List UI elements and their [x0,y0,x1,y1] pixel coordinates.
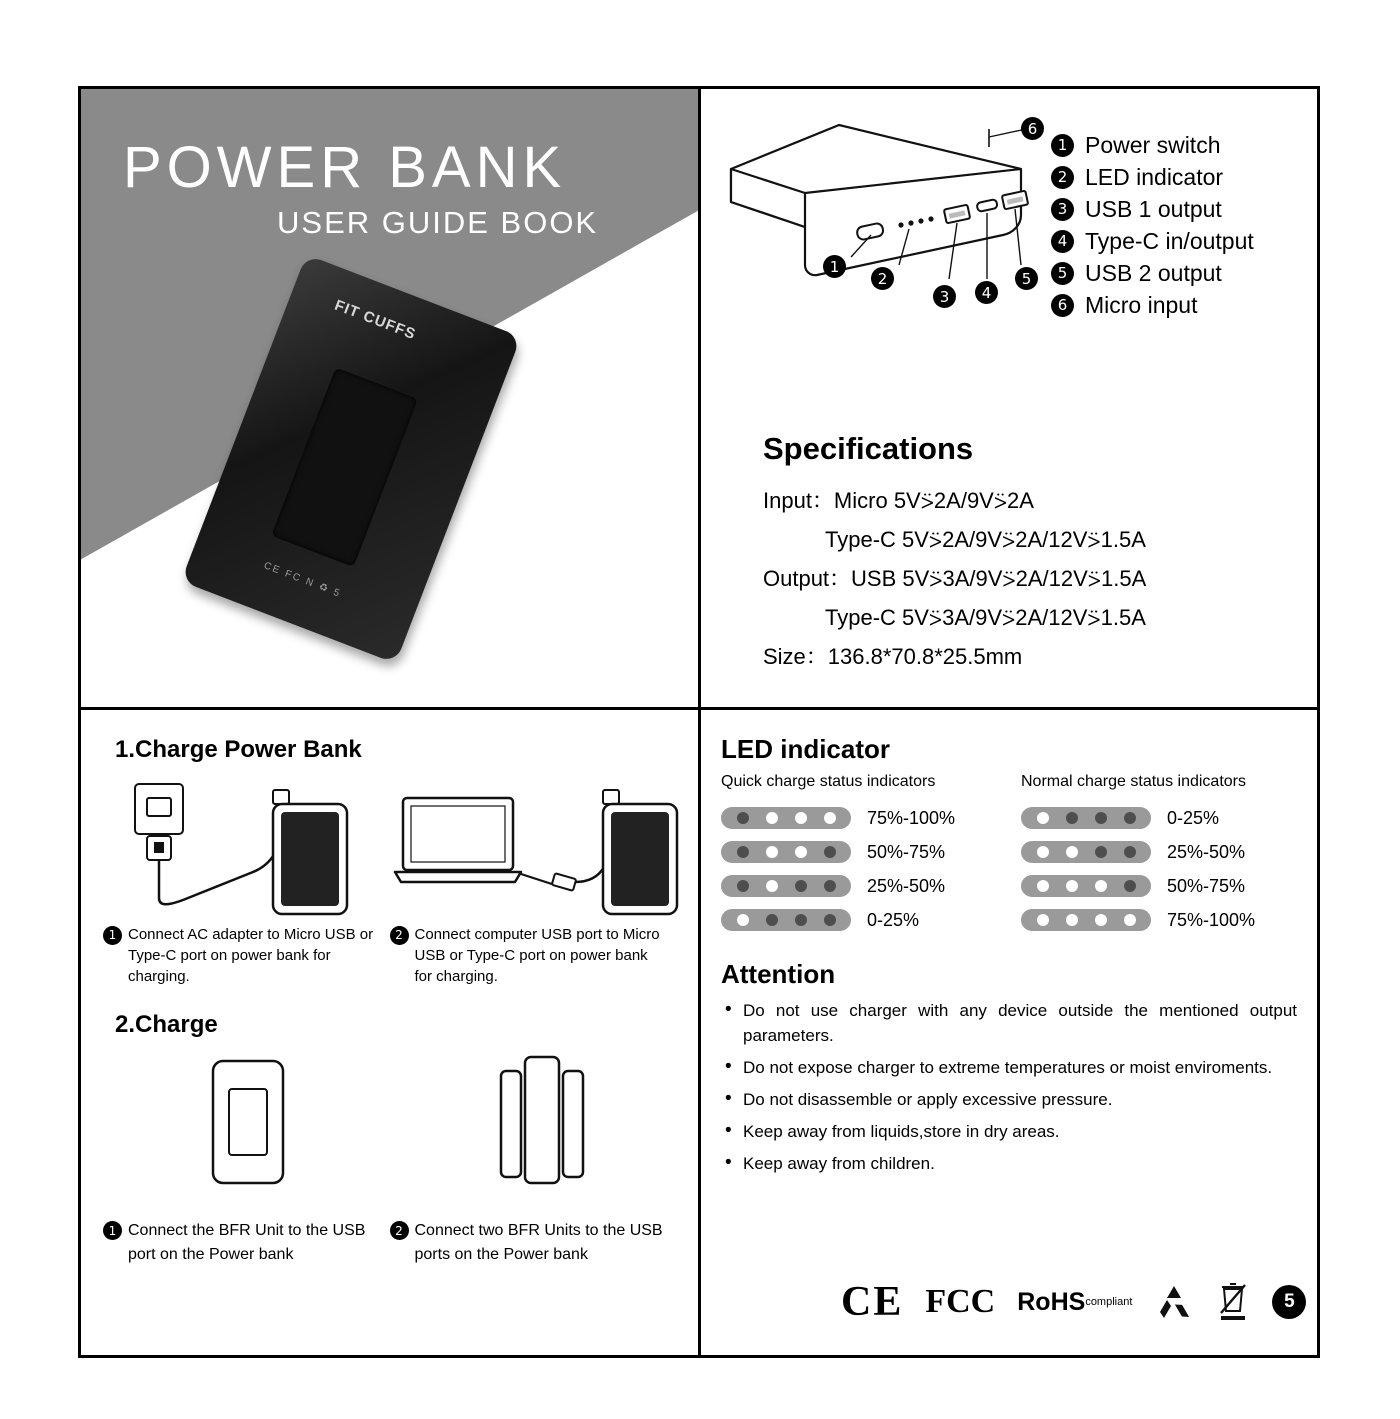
led-status-label: 25%-50% [867,875,946,896]
led-dot [1066,914,1078,926]
bottom-section [81,710,1317,1355]
weee-bin-icon [1216,1279,1250,1325]
top-section [81,89,1317,710]
marker-2: 2 [871,267,894,290]
callout-label: Micro input [1085,291,1198,318]
charge-heading: 2.Charge [115,1011,218,1038]
led-dot [766,880,778,892]
led-dot [1037,880,1049,892]
led-dot [824,914,836,926]
led-dot [1124,812,1136,824]
charge-captions [103,1219,676,1267]
illustration-computer-usb [393,768,693,918]
wall-adapter-diagram [103,768,393,918]
five-year-icon [1272,1279,1306,1325]
led-column-title: Normal charge status indicators [1021,773,1246,790]
callout-item-1 [1051,129,1301,161]
single-bfr-unit-diagram [103,1043,393,1213]
led-status-label: 75%-100% [1167,909,1256,930]
led-dot [1066,846,1078,858]
attention-list [721,998,1297,1176]
led-status-label: 75%-100% [867,807,956,828]
attention-item: • Do not use charger with any device outside the mentioned output parameters. [721,998,1297,1048]
callout-number-icon: 2 [1051,166,1074,189]
attention-heading: Attention [721,959,836,989]
callout-label: LED indicator [1085,163,1224,190]
led-status-row [721,903,997,937]
marker-3: 3 [933,285,956,308]
marker-5: 5 [1015,267,1038,290]
specifications-heading: Specifications [763,431,974,466]
fcc-mark-icon [925,1279,995,1325]
caption-number-icon: 1 [103,1221,122,1240]
fcc-label: FCC [925,1283,996,1320]
callout-label: Power switch [1085,131,1221,158]
illustration-two-bfr-units [393,1043,693,1213]
caption-item [390,924,677,987]
marker-1: 1 [823,255,846,278]
spec-line: Type-C 5V⍩2A/9V⍩2A/12V⍩1.5A [825,527,1146,552]
led-dot [766,812,778,824]
led-pill-icon [1021,909,1151,931]
cover-panel [81,89,701,707]
page-title: POWER BANK [123,135,567,200]
led-dot [737,846,749,858]
led-dot [1037,846,1049,858]
callout-label: Type-C in/output [1085,227,1254,254]
led-pill-icon [1021,841,1151,863]
led-dot [737,914,749,926]
led-indicator-tables [721,773,1297,937]
spec-line: Output：USB 5V⍩3A/9V⍩2A/12V⍩1.5A [763,566,1147,591]
caption-number-icon: 1 [103,926,122,945]
recycle-arrows-icon [1154,1282,1194,1322]
led-dot [1095,812,1107,824]
led-status-row [1021,801,1297,835]
caption-item [103,924,390,987]
led-dot [824,812,836,824]
attention-item: • Keep away from liquids,store in dry areas. [721,1119,1297,1144]
user-guide-page [78,86,1320,1358]
led-dot [1124,914,1136,926]
led-dot [795,880,807,892]
certification-marks [841,1279,1306,1325]
callout-item-3 [1051,193,1301,225]
led-status-label: 0-25% [1167,807,1220,828]
attention-item: • Do not disassemble or apply excessive pressure. [721,1087,1297,1112]
attention-item: • Do not expose charger to extreme temperatures or moist enviroments. [721,1055,1297,1080]
caption-number-icon: 2 [390,1221,409,1240]
spec-line: Type-C 5V⍩3A/9V⍩2A/12V⍩1.5A [825,605,1146,630]
led-dot [824,846,836,858]
led-pill-icon [721,909,851,931]
led-status-label: 50%-75% [867,841,946,862]
led-status-row [1021,869,1297,903]
led-column-quick-charge [721,773,997,937]
double-bfr-unit-diagram [393,1043,693,1213]
spec-line: Size：136.8*70.8*25.5mm [763,644,1023,669]
page-subtitle: USER GUIDE BOOK [277,205,599,240]
caption-item [103,1219,390,1267]
led-dot [1124,880,1136,892]
power-bank-photo [236,284,556,674]
led-status-row [1021,835,1297,869]
charge-power-bank-captions [103,924,676,987]
led-status-label: 25%-50% [1167,841,1246,862]
led-attention-panel [701,710,1317,1355]
led-dot [1095,914,1107,926]
callout-number-icon: 1 [1051,134,1074,157]
led-dot [1095,846,1107,858]
led-dot [766,846,778,858]
led-dot [1066,812,1078,824]
led-pill-icon [1021,807,1151,829]
five-year-label: 5 [1272,1285,1306,1319]
marker-4: 4 [975,281,998,304]
led-dot [1124,846,1136,858]
recycle-icon [1154,1279,1194,1325]
callout-list [1051,129,1301,321]
callout-number-icon: 6 [1051,294,1074,317]
led-status-row [1021,903,1297,937]
callout-label: USB 1 output [1085,195,1222,222]
caption-text: Connect the BFR Unit to the USB port on the Power bank [128,1222,366,1263]
caption-text: Connect computer USB port to Micro USB or Type-C port on power bank for charging. [414,926,660,985]
product-logo: FIT CUFFS [332,296,419,344]
marker-6: 6 [1021,117,1044,140]
illustration-wall-adapter [103,768,393,918]
callout-item-5 [1051,257,1301,289]
rohs-sublabel: compliant [1085,1295,1133,1308]
led-dot [795,914,807,926]
led-pill-icon [1021,875,1151,897]
spec-line: Input：Micro 5V⍩2A/9V⍩2A [763,488,1034,513]
led-dot [737,812,749,824]
specifications-list [763,481,1146,676]
charge-power-bank-illustrations [103,768,676,918]
caption-text: Connect two BFR Units to the USB ports on the Power bank [414,1222,663,1263]
ce-mark-icon [841,1279,903,1325]
led-status-label: 0-25% [867,909,920,930]
led-column-title: Quick charge status indicators [721,773,936,790]
led-pill-icon [721,807,851,829]
callout-label: USB 2 output [1085,259,1222,286]
callout-item-2 [1051,161,1301,193]
charge-power-bank-heading: 1.Charge Power Bank [115,736,362,763]
led-dot [824,880,836,892]
rohs-label: RoHS [1017,1287,1086,1316]
charging-instructions-panel [81,710,701,1355]
led-dot [795,812,807,824]
led-status-row [721,801,997,835]
caption-text: Connect AC adapter to Micro USB or Type-C port on power bank for charging. [128,926,374,985]
device-spec-panel [701,89,1317,707]
led-pill-icon [721,875,851,897]
led-indicator-heading: LED indicator [721,734,891,764]
led-dot [766,914,778,926]
callout-number-icon: 5 [1051,262,1074,285]
ce-label: CE [841,1279,904,1325]
power-bank-line-drawing [721,107,1041,347]
led-status-row [721,835,997,869]
led-status-label: 50%-75% [1167,875,1246,896]
power-bank-texture-pad [271,367,418,567]
caption-number-icon: 2 [390,926,409,945]
cover-art [81,89,698,707]
caption-item [390,1219,677,1267]
led-column-normal-charge [1021,773,1297,937]
callout-item-6 [1051,289,1301,321]
led-pill-icon [721,841,851,863]
device-diagram [721,107,1041,347]
led-dot [795,846,807,858]
callout-number-icon: 4 [1051,230,1074,253]
laptop-diagram [393,768,693,918]
product-certification-marks: CE FC N ♻ 5 [262,560,343,600]
attention-item: • Keep away from children. [721,1151,1297,1176]
callout-number-icon: 3 [1051,198,1074,221]
led-dot [1095,880,1107,892]
led-status-row [721,869,997,903]
led-dot [1066,880,1078,892]
illustration-one-bfr-unit [103,1043,393,1213]
led-dot [737,880,749,892]
rohs-mark-icon [1017,1279,1132,1325]
led-dot [1037,914,1049,926]
led-dot [1037,812,1049,824]
crossed-out-bin-icon [1216,1281,1250,1323]
callout-item-4 [1051,225,1301,257]
charge-illustrations [103,1043,676,1213]
